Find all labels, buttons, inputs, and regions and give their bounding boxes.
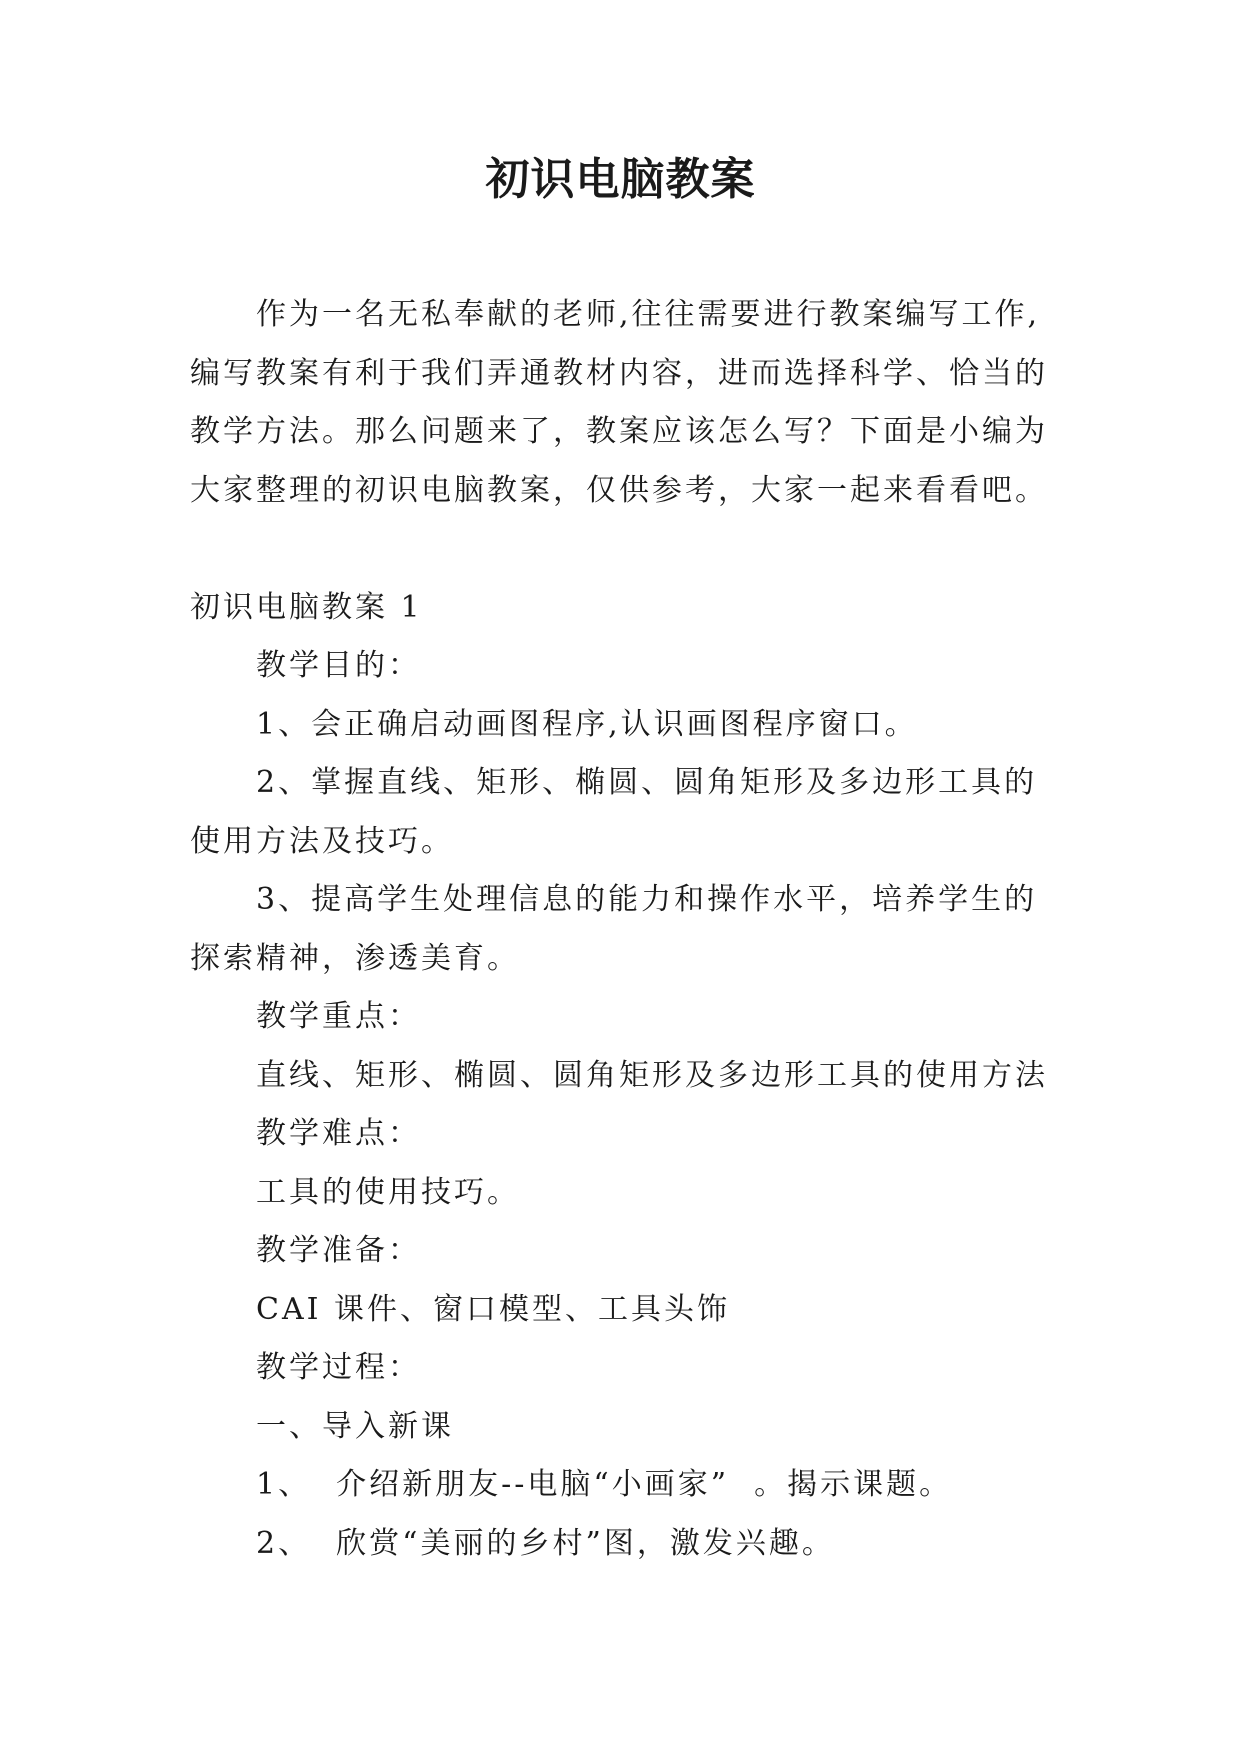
preparation-label: 教学准备： (256, 1233, 421, 1268)
objectives-label: 教学目的： (256, 648, 421, 683)
objective-item-2: 2、掌握直线、矩形、椭圆、圆角矩形及多边形工具的使用方法及技巧。 (190, 765, 1038, 859)
paragraph-spacer (190, 520, 1070, 579)
section-heading: 初识电脑教案 1 (190, 589, 423, 625)
key-points-text: 直线、矩形、椭圆、圆角矩形及多边形工具的使用方法 (256, 1057, 1048, 1093)
difficulties-label: 教学难点： (256, 1116, 421, 1151)
step-heading: 一、导入新课 (256, 1408, 454, 1444)
key-points-label: 教学重点： (256, 999, 421, 1034)
process-label: 教学过程： (256, 1350, 421, 1385)
intro-paragraph: 作为一名无私奉献的老师,往往需要进行教案编写工作,编写教案有利于我们弄通教材内容，进而选择科学、恰当的教学方法。那么问题来了，教案应该怎么写？下面是小编为大家整理的初识电脑教案，仅供参考，大家一起来看看吧。 (190, 297, 1048, 508)
objective-item-3: 3、提高学生处理信息的能力和操作水平，培养学生的探索精神，渗透美育。 (190, 882, 1038, 976)
objective-item-1: 1、会正确启动画图程序,认识画图程序窗口。 (256, 706, 918, 742)
document-title: 初识电脑教案 (485, 154, 756, 205)
difficulties-text: 工具的使用技巧。 (256, 1174, 520, 1210)
step-item-1: 1、 介绍新朋友--电脑“小画家” 。揭示课题。 (256, 1467, 953, 1502)
step-item-2: 2、 欣赏“美丽的乡村”图，激发兴趣。 (256, 1525, 835, 1561)
document-body (190, 286, 1070, 1573)
preparation-text: CAI 课件、窗口模型、工具头饰 (256, 1291, 731, 1327)
